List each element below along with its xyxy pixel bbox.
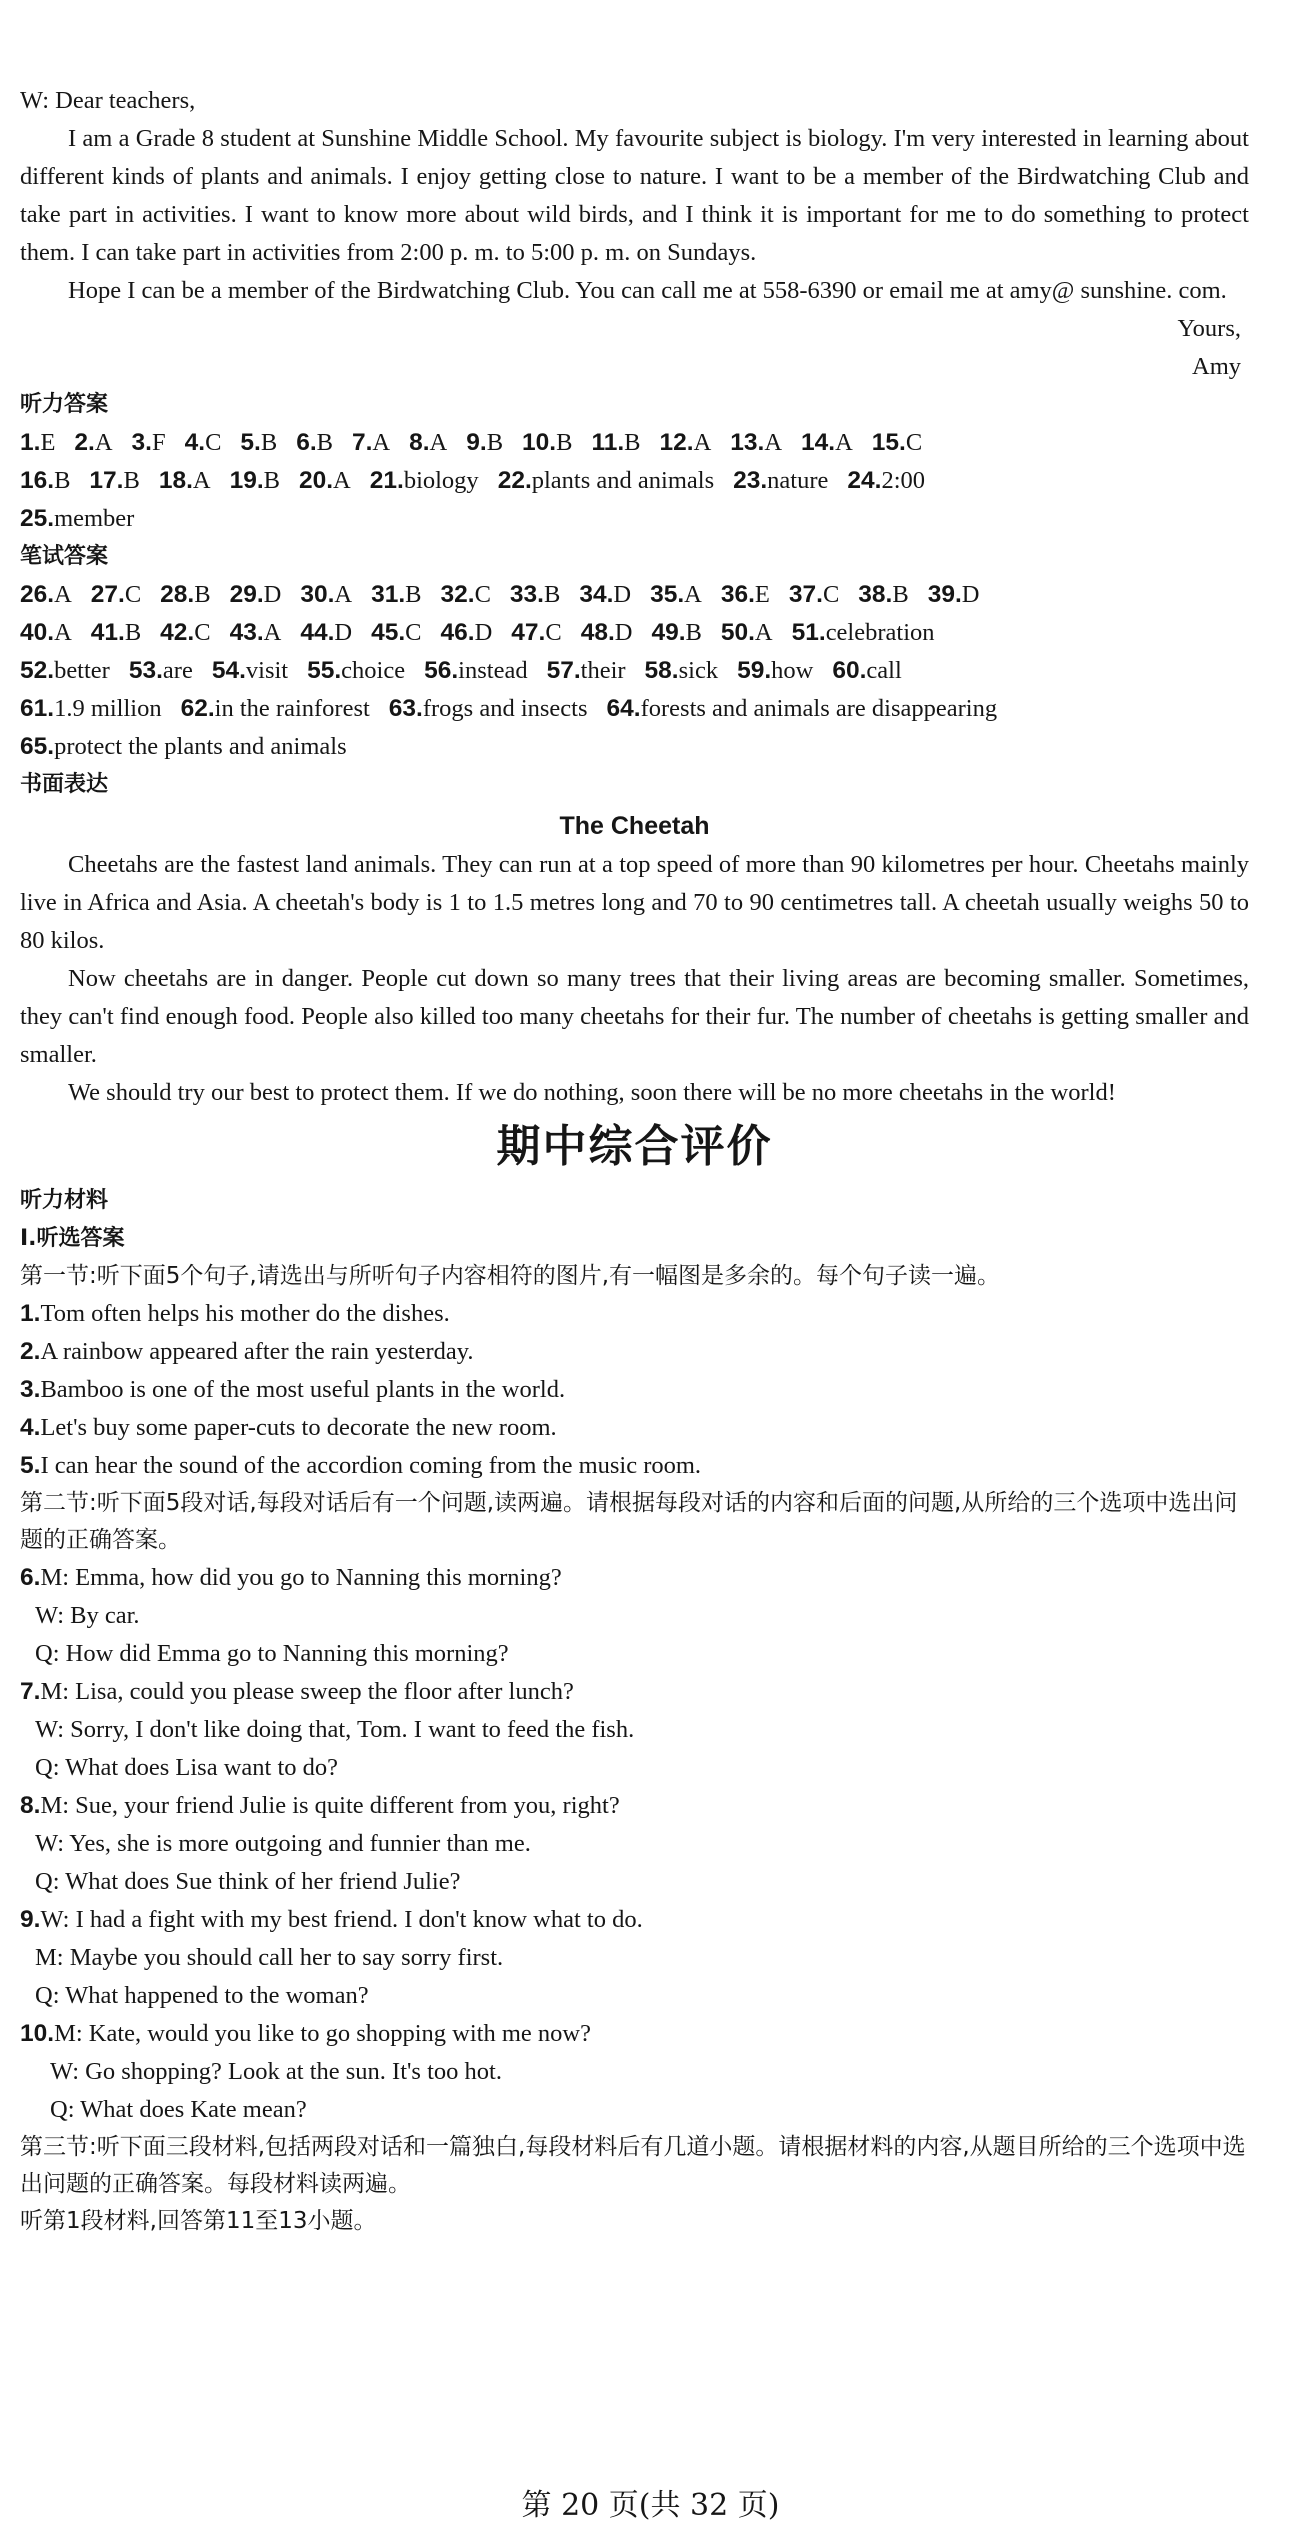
dialogue-line: W: Yes, she is more outgoing and funnier than me. (35, 1830, 531, 1857)
answer-number: 23. (733, 467, 768, 494)
answer-number: 55. (307, 657, 342, 684)
dialogue-line: M: Sue, your friend Julie is quite different from you, right? (40, 1792, 620, 1819)
answer-value: in the rainforest (214, 695, 370, 722)
answer-value: B (54, 467, 71, 494)
answer-value: C (474, 581, 491, 608)
answer-item (230, 467, 280, 494)
dialogue-item (20, 2015, 1249, 2129)
answer-value: C (905, 429, 923, 456)
letter-paragraph-2: Hope I can be a member of the Birdwatching Club. You can call me at 558-6390 or email me at amy@ sunshine. com. (68, 277, 1227, 304)
answer-number: 13. (730, 429, 765, 456)
answer-number: 31. (371, 581, 406, 608)
answer-value: A (263, 619, 282, 646)
letter-closing: Yours, (1177, 315, 1241, 342)
answer-value: 2:00 (881, 467, 926, 494)
answer-number: 1. (20, 429, 41, 456)
section-3-instructions: 第三节:听下面三段材料,包括两段对话和一篇独白,每段材料后有几道小题。请根据材料的内容,从题目所给的三个选项中选出问题的正确答案。每段材料读两遍。 (20, 2134, 1246, 2197)
answer-item (832, 657, 901, 684)
dialogue-question: Q: What does Lisa want to do? (35, 1754, 339, 1781)
answer-value: A (54, 581, 72, 608)
letter-paragraph-1: I am a Grade 8 student at Sunshine Middle School. My favourite subject is biology. I'm very interested in learning about different kinds of plants and animals. I enjoy getting close to nature. I want to be a member of the Birdwatching Club and take part in activities. I want to know more about wild birds, and I think it is important for me to do something to protect them. I can take part in activities from 2:00 p. m. to 5:00 p. m. on Sundays. (20, 125, 1249, 266)
dialogue-question: Q: What happened to the woman? (35, 1982, 369, 2009)
answer-value: C (205, 429, 222, 456)
answer-number: 5. (240, 429, 261, 456)
sentence-item (20, 1333, 1249, 1371)
answer-item (730, 429, 782, 456)
answer-number: 50. (720, 619, 755, 646)
answer-item (132, 429, 166, 456)
answer-item (721, 619, 773, 646)
answer-number: 53. (128, 657, 163, 684)
answer-number: 34. (579, 581, 614, 608)
answer-number: 28. (160, 581, 195, 608)
dialogue-line: M: Emma, how did you go to Nanning this morning? (40, 1564, 562, 1591)
item-number: 9. (20, 1906, 41, 1933)
answer-number: 8. (409, 429, 430, 456)
answer-value: B (543, 581, 561, 608)
dialogue-line: M: Maybe you should call her to say sorry first. (35, 1944, 504, 1971)
answer-item (441, 581, 491, 608)
answer-number: 29. (229, 581, 264, 608)
answer-value: D (263, 581, 282, 608)
answer-number: 19. (229, 467, 264, 494)
answer-line (20, 728, 1249, 766)
essay-paragraph-3: We should try our best to protect them. If we do nothing, soon there will be no more cheetahs in the world! (68, 1079, 1116, 1106)
item-text: A rainbow appeared after the rain yesterday. (40, 1338, 474, 1365)
answer-value: their (580, 657, 626, 684)
answer-item (185, 429, 222, 456)
answer-item (737, 657, 813, 684)
answer-value: A (429, 429, 448, 456)
answer-number: 36. (720, 581, 755, 608)
answer-value: C (822, 581, 840, 608)
answer-item (20, 467, 70, 494)
answer-number: 61. (20, 695, 55, 722)
answer-item (581, 619, 633, 646)
listening-materials-heading: 听力材料 (20, 1188, 109, 1213)
answer-number: 37. (788, 581, 823, 608)
answer-item (801, 429, 853, 456)
answer-number: 59. (737, 657, 772, 684)
answer-number: 7. (351, 429, 373, 456)
answer-item (498, 467, 714, 494)
answer-item (522, 429, 572, 456)
answer-number: 32. (440, 581, 475, 608)
answer-value: D (613, 581, 632, 608)
answer-number: 52. (20, 657, 55, 684)
sentence-item (20, 1295, 1249, 1333)
answer-value: B (123, 467, 140, 494)
answer-item (370, 467, 479, 494)
dialogue-line: M: Kate, would you like to go shopping with me now? (54, 2020, 591, 2047)
answer-number: 39. (927, 581, 962, 608)
answer-line (20, 614, 1249, 652)
dialogue-list (20, 1559, 1249, 2129)
dialogue-line: W: Go shopping? Look at the sun. It's too hot. (50, 2058, 502, 2085)
answer-value: C (545, 619, 562, 646)
answer-line (20, 424, 1249, 462)
answer-number: 22. (497, 467, 532, 494)
answer-value: A (333, 467, 351, 494)
answer-number: 15. (871, 429, 906, 456)
answer-number: 25. (20, 505, 55, 532)
answer-number: 38. (858, 581, 893, 608)
answer-item (858, 581, 908, 608)
answer-item (20, 695, 162, 722)
answer-number: 33. (509, 581, 544, 608)
answer-number: 49. (651, 619, 686, 646)
sentence-item (20, 1447, 1249, 1485)
answer-number: 62. (180, 695, 215, 722)
answer-number: 21. (369, 467, 404, 494)
answer-item (300, 619, 352, 646)
answer-value: C (194, 619, 211, 646)
answer-value: member (54, 505, 135, 532)
item-text: Let's buy some paper-cuts to decorate the new room. (40, 1414, 557, 1441)
answer-number: 30. (300, 581, 335, 608)
answer-number: 3. (131, 429, 152, 456)
answer-item (928, 581, 980, 608)
answer-value: F (151, 429, 166, 456)
answer-value: A (54, 619, 72, 646)
answer-item (240, 429, 277, 456)
answer-number: 47. (511, 619, 546, 646)
dialogue-question: Q: How did Emma go to Nanning this morning? (35, 1640, 509, 1667)
answer-number: 43. (229, 619, 264, 646)
answer-item (847, 467, 925, 494)
answer-number: 35. (650, 581, 685, 608)
dialogue-question: Q: What does Sue think of her friend Julie? (35, 1868, 461, 1895)
answer-item (650, 581, 702, 608)
answer-value: A (192, 467, 211, 494)
answer-item (607, 695, 998, 722)
item-number: 5. (20, 1452, 41, 1479)
answer-number: 14. (801, 429, 836, 456)
answer-value: celebration (825, 619, 935, 646)
listening-answers-heading: 听力答案 (20, 392, 109, 417)
answer-line (20, 500, 1249, 538)
answer-line (20, 462, 1249, 500)
answer-item (20, 581, 72, 608)
answer-number: 24. (847, 467, 882, 494)
answer-number: 54. (211, 657, 246, 684)
item-number: 4. (20, 1414, 41, 1441)
answer-number: 51. (791, 619, 826, 646)
answer-item (89, 467, 139, 494)
dialogue-question: Q: What does Kate mean? (50, 2096, 307, 2123)
answer-item (510, 581, 560, 608)
answer-item (230, 619, 282, 646)
answer-item (789, 581, 839, 608)
dialogue-item (20, 1787, 1249, 1901)
answer-number: 64. (606, 695, 641, 722)
answer-value: better (54, 657, 110, 684)
answer-item (20, 619, 72, 646)
answer-item (160, 581, 210, 608)
answer-value: D (474, 619, 493, 646)
answer-number: 57. (546, 657, 581, 684)
answer-item (20, 429, 55, 456)
dialogue-item (20, 1559, 1249, 1673)
answer-item (409, 429, 447, 456)
section-1-instructions: 第一节:听下面5个句子,请选出与所听句子内容相符的图片,有一幅图是多余的。每个句子读一遍。 (20, 1263, 1001, 1289)
answer-value: frogs and insects (422, 695, 588, 722)
answer-number: 2. (74, 429, 95, 456)
item-number: 10. (20, 2020, 55, 2047)
answer-item (91, 581, 141, 608)
answer-value: A (693, 429, 712, 456)
answer-item (466, 429, 503, 456)
dialogue-line: M: Lisa, could you please sweep the floor after lunch? (40, 1678, 574, 1705)
answer-number: 60. (832, 657, 867, 684)
answer-item (20, 505, 134, 532)
answer-value: C (405, 619, 422, 646)
section-3-first-material: 听第1段材料,回答第11至13小题。 (20, 2208, 377, 2234)
answer-number: 4. (184, 429, 206, 456)
answer-value: nature (767, 467, 829, 494)
answer-value: forests and animals are disappearing (640, 695, 998, 722)
answer-value: C (124, 581, 142, 608)
answer-value: B (405, 581, 422, 608)
answer-item (511, 619, 561, 646)
answer-value: D (961, 581, 980, 608)
answer-number: 26. (20, 581, 55, 608)
answer-number: 11. (591, 429, 625, 456)
answer-value: B (124, 619, 142, 646)
answer-number: 42. (160, 619, 195, 646)
answer-value: instead (458, 657, 528, 684)
answer-number: 6. (296, 429, 317, 456)
answer-number: 65. (20, 733, 55, 760)
answer-number: 17. (89, 467, 124, 494)
dialogue-line: W: I had a fight with my best friend. I don't know what to do. (40, 1906, 643, 1933)
answer-value: A (94, 429, 113, 456)
answer-value: A (754, 619, 773, 646)
answer-value: visit (245, 657, 289, 684)
answer-value: E (40, 429, 56, 456)
answer-item (872, 429, 922, 456)
answer-value: B (486, 429, 504, 456)
answer-value: B (556, 429, 573, 456)
answer-item (296, 429, 333, 456)
item-number: 3. (20, 1376, 41, 1403)
item-text: I can hear the sound of the accordion coming from the music room. (40, 1452, 702, 1479)
page-footer: 第 20 页(共 32 页) (521, 2488, 780, 2523)
answer-number: 10. (522, 429, 557, 456)
letter-salutation: W: Dear teachers, (20, 87, 196, 114)
answer-item (307, 657, 405, 684)
answer-item (129, 657, 193, 684)
answer-number: 58. (644, 657, 679, 684)
answer-number: 18. (158, 467, 193, 494)
dialogue-line: W: Sorry, I don't like doing that, Tom. I want to feed the fish. (35, 1716, 635, 1743)
answer-value: biology (403, 467, 479, 494)
answer-item (352, 429, 390, 456)
answer-item (160, 619, 210, 646)
essay-paragraph-1: Cheetahs are the fastest land animals. They can run at a top speed of more than 90 kilometres per hour. Cheetahs mainly live in Africa and Asia. A cheetah's body is 1 to 1.5 metres long and 70 to 90 centimetres tall. A cheetah usually weighs 50 to 80 kilos. (20, 851, 1249, 954)
answer-item (792, 619, 935, 646)
essay-title: The Cheetah (559, 812, 710, 840)
answer-item (91, 619, 141, 646)
letter-signature: Amy (1192, 353, 1241, 380)
answer-value: D (614, 619, 633, 646)
sentence-item (20, 1409, 1249, 1447)
answer-line (20, 576, 1249, 614)
answer-value: 1.9 million (54, 695, 162, 722)
answer-number: 16. (20, 467, 55, 494)
answer-item (547, 657, 626, 684)
answer-value: A (835, 429, 853, 456)
answer-item (300, 581, 352, 608)
answer-value: choice (341, 657, 406, 684)
answer-item (20, 733, 347, 760)
answer-item (389, 695, 588, 722)
answer-item (645, 657, 719, 684)
answer-number: 27. (90, 581, 125, 608)
answer-value: B (260, 429, 278, 456)
answer-number: 46. (440, 619, 475, 646)
item-number: 1. (20, 1300, 41, 1327)
answer-value: B (624, 429, 641, 456)
answer-value: A (334, 581, 353, 608)
answer-number: 56. (424, 657, 459, 684)
sentence-item (20, 1371, 1249, 1409)
answer-number: 45. (371, 619, 406, 646)
item-text: Bamboo is one of the most useful plants in the world. (40, 1376, 566, 1403)
answer-value: are (162, 657, 193, 684)
item-number: 2. (20, 1338, 41, 1365)
answer-number: 40. (20, 619, 55, 646)
answer-item (74, 429, 112, 456)
answer-value: A (684, 581, 702, 608)
part1-heading: Ⅰ.听选答案 (20, 1226, 125, 1251)
item-number: 7. (20, 1678, 41, 1705)
answer-value: A (764, 429, 783, 456)
essay-paragraph-2: Now cheetahs are in danger. People cut down so many trees that their living areas are becoming smaller. Sometimes, they can't find enough food. People also killed too many cheetahs for their fur. The number of cheetahs is getting smaller and smaller. (20, 965, 1249, 1068)
answer-value: E (754, 581, 770, 608)
answer-item (579, 581, 631, 608)
answer-item (660, 429, 712, 456)
item-text: Tom often helps his mother do the dishes. (40, 1300, 450, 1327)
answer-number: 9. (466, 429, 487, 456)
answer-value: sick (678, 657, 719, 684)
answer-item (591, 429, 640, 456)
midterm-title: 期中综合评价 (496, 1121, 773, 1172)
item-number: 8. (20, 1792, 41, 1819)
answer-value: B (316, 429, 333, 456)
answer-number: 63. (388, 695, 423, 722)
dialogue-item (20, 1901, 1249, 2015)
answer-item (424, 657, 527, 684)
answer-item (651, 619, 701, 646)
section-2-instructions: 第二节:听下面5段对话,每段对话后有一个问题,读两遍。请根据每段对话的内容和后面的问题,从所给的三个选项中选出问题的正确答案。 (20, 1490, 1238, 1553)
answer-number: 41. (90, 619, 125, 646)
answer-value: B (263, 467, 280, 494)
answer-line (20, 690, 1249, 728)
answer-number: 12. (659, 429, 694, 456)
answer-item (230, 581, 282, 608)
item-number: 6. (20, 1564, 41, 1591)
answer-item (181, 695, 370, 722)
written-answers-heading: 笔试答案 (20, 544, 109, 569)
answer-number: 44. (300, 619, 335, 646)
answer-item (733, 467, 828, 494)
answer-item (299, 467, 351, 494)
answer-value: how (771, 657, 814, 684)
answer-value: B (892, 581, 909, 608)
answer-value: call (866, 657, 902, 684)
answer-value: protect the plants and animals (54, 733, 347, 760)
answer-value: plants and animals (531, 467, 715, 494)
answer-item (441, 619, 493, 646)
answer-value: A (372, 429, 391, 456)
answer-item (212, 657, 288, 684)
answer-number: 48. (580, 619, 615, 646)
sentence-list (20, 1295, 1249, 1485)
answer-value: B (685, 619, 702, 646)
dialogue-item (20, 1673, 1249, 1787)
answer-value: B (194, 581, 211, 608)
answer-line (20, 652, 1249, 690)
answer-item (20, 657, 110, 684)
answer-number: 20. (298, 467, 334, 494)
answer-item (721, 581, 770, 608)
answer-item (159, 467, 211, 494)
writing-heading: 书面表达 (20, 772, 109, 797)
answer-value: D (334, 619, 353, 646)
dialogue-line: W: By car. (35, 1602, 140, 1629)
answer-item (371, 581, 421, 608)
answer-item (371, 619, 421, 646)
